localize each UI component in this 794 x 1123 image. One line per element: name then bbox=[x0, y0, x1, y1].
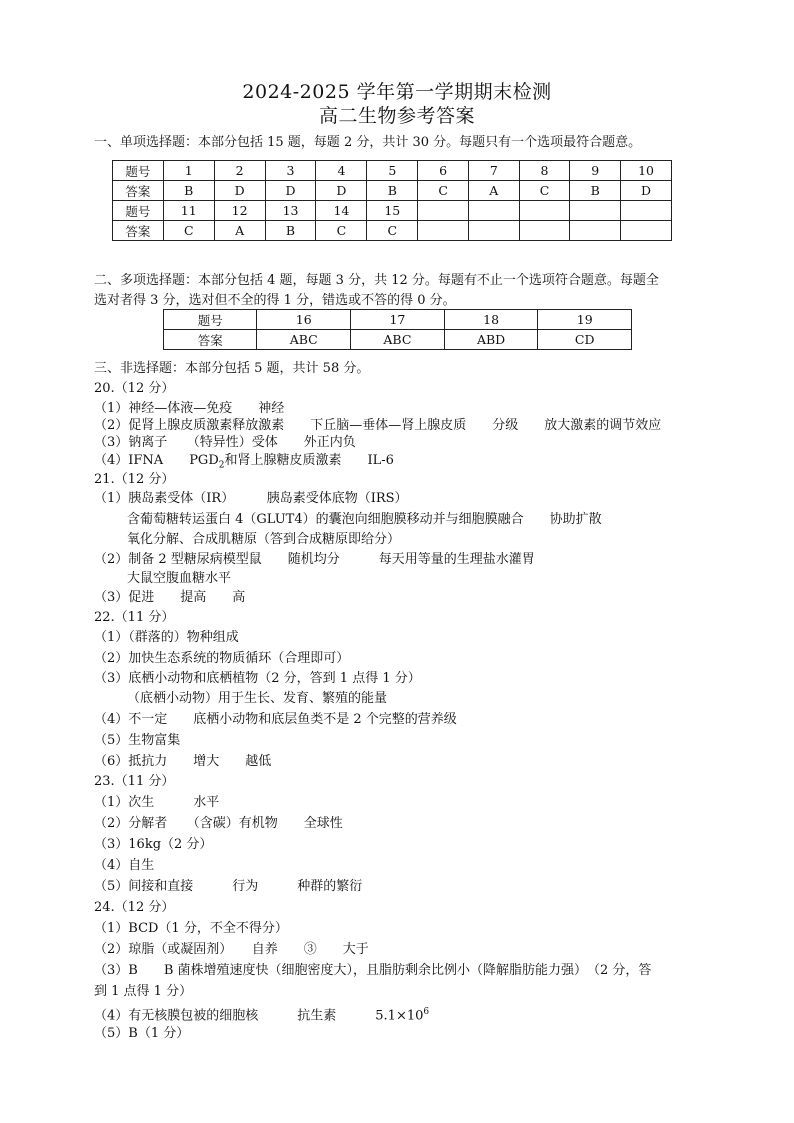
table-cell: 2 bbox=[214, 161, 265, 181]
q23-title: 23.（11 分） bbox=[94, 774, 175, 789]
table-cell: 12 bbox=[214, 201, 265, 221]
q22-answer-5: （4）不一定 底栖小动物和底层鱼类不是 2 个完整的营养级 bbox=[94, 712, 457, 727]
q20-title: 20.（12 分） bbox=[94, 381, 175, 396]
table-cell: B bbox=[163, 181, 214, 201]
table-row bbox=[113, 161, 672, 181]
table-cell: 9 bbox=[570, 161, 621, 181]
q23-answer-4: （4）自生 bbox=[94, 858, 155, 873]
q20-answer-4-text-b: 和肾上腺糖皮质激素 IL-6 bbox=[224, 453, 394, 468]
row-label: 答案 bbox=[113, 221, 164, 241]
q21-answer-2: 含葡萄糖转运蛋白 4（GLUT4）的囊泡向细胞膜移动并与细胞膜融合 协助扩散 bbox=[127, 512, 602, 527]
table-cell: 13 bbox=[265, 201, 316, 221]
q20-answer-1: （1）神经—体液—免疫 神经 bbox=[94, 401, 285, 416]
table-cell: 14 bbox=[316, 201, 367, 221]
row-label: 答案 bbox=[164, 330, 257, 350]
q24-answer-3: （3）B B 菌株增殖速度快（细胞密度大），且脂肪剩余比例小（降解脂肪能力强） （2 分，答 bbox=[94, 963, 652, 978]
table-cell: C bbox=[163, 221, 214, 241]
table-cell: C bbox=[367, 221, 418, 241]
table-cell: D bbox=[621, 181, 672, 201]
q21-answer-1: （1）胰岛素受体（IR） 胰岛素受体底物（IRS） bbox=[94, 491, 408, 506]
table-row bbox=[113, 201, 672, 221]
table-cell: 18 bbox=[444, 310, 538, 330]
page-title: 2024-2025 学年第一学期期末检测 bbox=[242, 81, 552, 103]
table-cell: 3 bbox=[265, 161, 316, 181]
table-cell bbox=[418, 201, 469, 221]
superscript: 6 bbox=[423, 1007, 430, 1017]
table-row bbox=[164, 330, 632, 350]
table-cell: D bbox=[316, 181, 367, 201]
q21-answer-6: （3）促进 提高 高 bbox=[94, 590, 246, 605]
table-cell bbox=[570, 201, 621, 221]
table-cell: ABD bbox=[444, 330, 538, 350]
section1-heading: 一、单项选择题：本部分包括 15 题，每题 2 分，共计 30 分。每题只有一个选项最符合题意。 bbox=[94, 135, 642, 150]
q24-answer-1: （1）BCD（1 分，不全不得分） bbox=[94, 921, 288, 936]
row-label: 题号 bbox=[113, 161, 164, 181]
table-cell: 16 bbox=[257, 310, 351, 330]
q21-answer-4: （2）制备 2 型糖尿病模型鼠 随机均分 每天用等量的生理盐水灌胃 bbox=[94, 552, 535, 567]
table-cell: CD bbox=[538, 330, 632, 350]
table-cell bbox=[468, 221, 519, 241]
table-cell: A bbox=[468, 181, 519, 201]
page-subtitle: 高二生物参考答案 bbox=[318, 105, 475, 127]
table-cell bbox=[418, 221, 469, 241]
q24-answer-3-cont: 到 1 点得 1 分） bbox=[94, 984, 193, 999]
q23-answer-1: （1）次生 水平 bbox=[94, 795, 220, 810]
table-cell: C bbox=[519, 181, 570, 201]
single-choice-answer-table bbox=[112, 160, 672, 241]
row-label: 题号 bbox=[113, 201, 164, 221]
table-cell bbox=[519, 221, 570, 241]
table-cell: B bbox=[367, 181, 418, 201]
q24-answer-4 bbox=[94, 1004, 429, 1024]
q20-answer-4-text-a: （4）IFNA PGD bbox=[94, 453, 219, 468]
table-cell: 19 bbox=[538, 310, 632, 330]
q23-answer-3: （3）16kg（2 分） bbox=[94, 837, 213, 852]
multiple-choice-answer-table bbox=[163, 309, 632, 350]
table-cell: 10 bbox=[621, 161, 672, 181]
q24-answer-4-text: （4）有无核膜包被的细胞核 抗生素 5.1×10 bbox=[94, 1008, 424, 1024]
table-row bbox=[113, 221, 672, 241]
q22-answer-1: （1）（群落的）物种组成 bbox=[94, 630, 239, 645]
table-cell: 5 bbox=[367, 161, 418, 181]
q21-title: 21.（12 分） bbox=[94, 472, 175, 487]
table-cell: 11 bbox=[163, 201, 214, 221]
q24-answer-2: （2）琼脂（或凝固剂） 自养 ③ 大于 bbox=[94, 942, 369, 957]
table-cell bbox=[519, 201, 570, 221]
table-cell: 15 bbox=[367, 201, 418, 221]
q20-answer-3: （3）钠离子 （特异性）受体 外正内负 bbox=[94, 435, 356, 450]
table-cell: D bbox=[214, 181, 265, 201]
q21-answer-3: 氧化分解、合成肌糖原（答到合成糖原即给分） bbox=[127, 532, 401, 547]
q22-answer-6: （5）生物富集 bbox=[94, 733, 181, 748]
row-label: 题号 bbox=[164, 310, 257, 330]
table-row bbox=[113, 181, 672, 201]
table-cell: B bbox=[570, 181, 621, 201]
section2-heading-line2: 选对者得 3 分，选对但不全的得 1 分，错选或不答的得 0 分。 bbox=[94, 293, 456, 308]
table-cell: ABC bbox=[351, 330, 445, 350]
q22-answer-7: （6）抵抗力 增大 越低 bbox=[94, 754, 272, 769]
subscript: 2 bbox=[218, 460, 225, 471]
table-cell: 8 bbox=[519, 161, 570, 181]
table-cell: 7 bbox=[468, 161, 519, 181]
row-label: 答案 bbox=[113, 181, 164, 201]
q21-answer-5: 大鼠空腹血糖水平 bbox=[127, 571, 232, 586]
table-cell: 4 bbox=[316, 161, 367, 181]
table-cell: 6 bbox=[418, 161, 469, 181]
table-cell: A bbox=[214, 221, 265, 241]
table-cell bbox=[468, 201, 519, 221]
table-cell: ABC bbox=[257, 330, 351, 350]
q23-answer-5: （5）间接和直接 行为 种群的繁衍 bbox=[94, 879, 363, 894]
section3-heading: 三、非选择题：本部分包括 5 题，共计 58 分。 bbox=[94, 361, 370, 376]
table-cell: D bbox=[265, 181, 316, 201]
table-cell: 17 bbox=[351, 310, 445, 330]
q22-answer-2: （2）加快生态系统的物质循环（合理即可） bbox=[94, 651, 350, 666]
table-cell: C bbox=[316, 221, 367, 241]
table-cell: 1 bbox=[163, 161, 214, 181]
section2-heading-line1: 二、多项选择题：本部分包括 4 题，每题 3 分，共 12 分。每题有不止一个选项符合题意。每题全 bbox=[94, 273, 659, 288]
table-row bbox=[164, 310, 632, 330]
table-cell bbox=[621, 201, 672, 221]
table-cell bbox=[621, 221, 672, 241]
q24-answer-5: （5）B（1 分） bbox=[94, 1026, 190, 1041]
q23-answer-2: （2）分解者 （含碳）有机物 全球性 bbox=[94, 816, 343, 831]
q24-title: 24.（12 分） bbox=[94, 900, 175, 915]
table-cell: C bbox=[418, 181, 469, 201]
q22-answer-4: （底栖小动物）用于生长、发育、繁殖的能量 bbox=[127, 691, 388, 706]
table-cell bbox=[570, 221, 621, 241]
q22-answer-3: （3）底栖小动物和底栖植物（2 分，答到 1 点得 1 分） bbox=[94, 671, 421, 686]
q20-answer-2: （2）促肾上腺皮质激素释放激素 下丘脑—垂体—肾上腺皮质 分级 放大激素的调节效应 bbox=[94, 418, 662, 433]
q22-title: 22.（11 分） bbox=[94, 610, 175, 625]
table-cell: B bbox=[265, 221, 316, 241]
